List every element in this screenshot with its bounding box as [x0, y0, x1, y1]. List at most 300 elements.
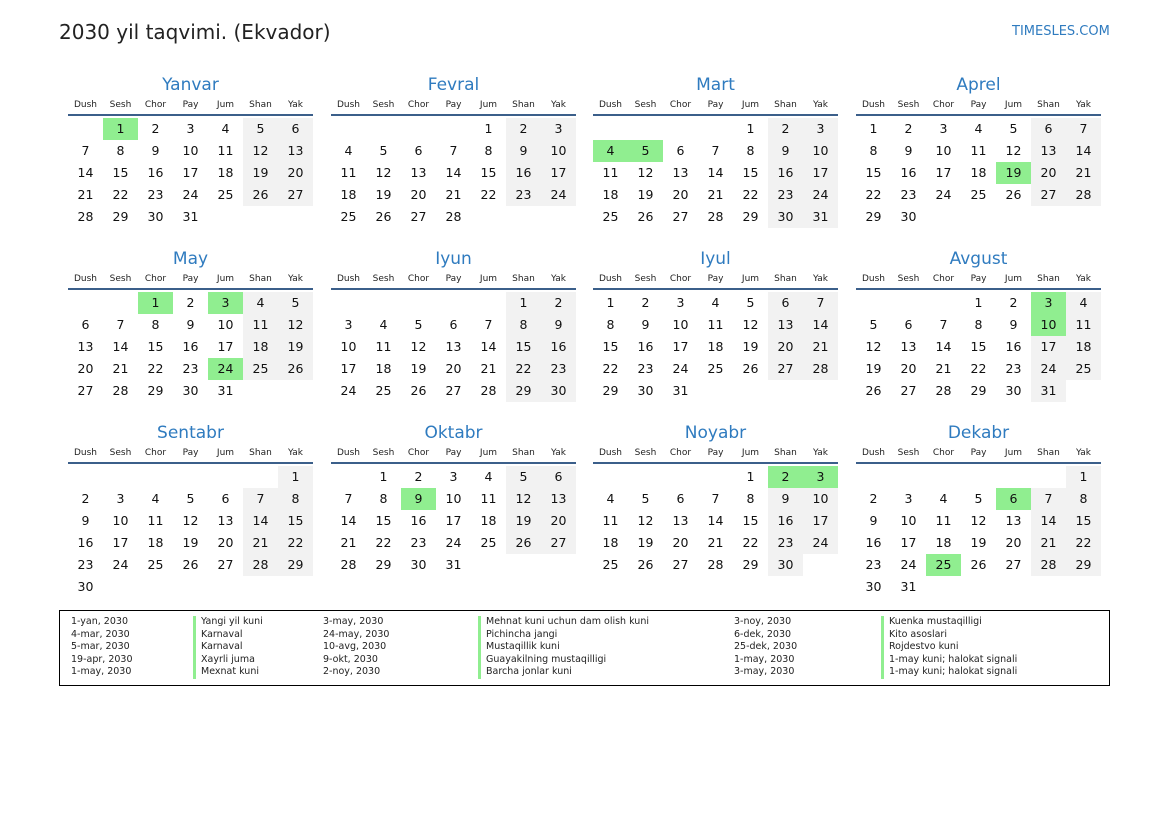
- day-cell: 14: [1066, 140, 1101, 162]
- week-row: [856, 184, 1101, 206]
- day-cell: 8: [1066, 488, 1101, 510]
- day-cell: 20: [1005, 535, 1022, 550]
- day-cell-holiday: 5: [628, 140, 663, 162]
- week-row: [593, 358, 838, 380]
- day-cell: 10: [182, 143, 199, 158]
- day-cell-holiday: 1: [103, 118, 138, 140]
- day-empty: [1066, 206, 1101, 228]
- weekday-header: [856, 445, 1101, 464]
- day-cell: 24: [935, 187, 952, 202]
- holiday-names-column: [881, 616, 1017, 679]
- day-cell: 12: [506, 488, 541, 510]
- week-row: [68, 336, 313, 358]
- day-cell: 6: [1031, 118, 1066, 140]
- day-cell: 4: [151, 491, 160, 506]
- weekday-label: Dush: [598, 448, 623, 458]
- day-cell: 16: [182, 339, 199, 354]
- day-empty: [278, 576, 313, 598]
- day-cell: 4: [344, 143, 353, 158]
- weekday-label: Jum: [479, 448, 498, 458]
- day-cell: 24: [803, 184, 838, 206]
- month-title: May: [172, 249, 209, 269]
- day-cell: 9: [1009, 317, 1018, 332]
- day-cell: 6: [221, 491, 230, 506]
- day-cell: 4: [243, 292, 278, 314]
- day-cell: 16: [768, 162, 803, 184]
- day-cell: 12: [182, 513, 199, 528]
- month-title: Iyul: [700, 249, 731, 269]
- weekday-header: [593, 445, 838, 464]
- holiday-name: Xayrli juma: [193, 654, 263, 667]
- day-empty: [698, 380, 733, 402]
- day-empty: [803, 380, 838, 402]
- weekday-label: Chor: [407, 448, 430, 458]
- day-cell: 6: [414, 143, 423, 158]
- day-cell: 17: [541, 162, 576, 184]
- week-row: [68, 184, 313, 206]
- site-link[interactable]: TIMESLES.COM: [1012, 24, 1110, 39]
- day-cell: 27: [410, 209, 427, 224]
- day-cell: 13: [410, 165, 427, 180]
- day-cell: 5: [186, 491, 195, 506]
- day-cell: 9: [768, 488, 803, 510]
- weekday-label: Shan: [249, 448, 272, 458]
- day-cell: 13: [541, 488, 576, 510]
- day-cell: 18: [1066, 336, 1101, 358]
- day-cell: 4: [606, 491, 615, 506]
- day-cell: 3: [939, 121, 948, 136]
- day-cell: 20: [77, 361, 94, 376]
- day-cell: 7: [711, 143, 720, 158]
- day-cell: 7: [243, 488, 278, 510]
- week-row: [68, 532, 313, 554]
- day-cell: 8: [484, 143, 493, 158]
- day-cell: 1: [484, 121, 493, 136]
- day-cell: 17: [445, 513, 462, 528]
- weekday-label: Chor: [669, 448, 692, 458]
- day-cell: 3: [186, 121, 195, 136]
- day-cell: 21: [77, 187, 94, 202]
- weekday-label: Chor: [669, 100, 692, 110]
- day-empty: [926, 292, 961, 314]
- day-empty: [1031, 576, 1066, 598]
- day-cell: 7: [711, 491, 720, 506]
- day-cell: 11: [602, 165, 619, 180]
- day-empty: [243, 466, 278, 488]
- day-cell: 14: [77, 165, 94, 180]
- week-row: [593, 488, 838, 510]
- day-cell: 21: [112, 361, 129, 376]
- day-cell: 25: [602, 557, 619, 572]
- day-cell: 18: [375, 361, 392, 376]
- day-cell: 1: [379, 469, 388, 484]
- day-cell: 28: [1031, 554, 1066, 576]
- weekday-header: [68, 271, 313, 290]
- month-may: [68, 247, 313, 402]
- day-cell: 13: [1005, 513, 1022, 528]
- day-cell: 10: [803, 488, 838, 510]
- day-cell: 23: [768, 532, 803, 554]
- day-cell: 17: [182, 165, 199, 180]
- day-cell: 30: [541, 380, 576, 402]
- day-cell: 22: [970, 361, 987, 376]
- holiday-date: 25-dek, 2030: [734, 641, 798, 652]
- day-cell: 21: [1031, 532, 1066, 554]
- day-cell: 15: [970, 339, 987, 354]
- day-cell: 7: [449, 143, 458, 158]
- day-cell: 6: [768, 292, 803, 314]
- week-row: [68, 206, 313, 228]
- day-cell: 24: [182, 187, 199, 202]
- weekday-label: Yak: [1076, 274, 1091, 284]
- day-cell: 8: [746, 143, 755, 158]
- day-cell: 16: [637, 339, 654, 354]
- day-cell: 6: [676, 143, 685, 158]
- day-cell: 10: [217, 317, 234, 332]
- day-cell: 15: [112, 165, 129, 180]
- day-cell: 26: [278, 358, 313, 380]
- day-cell: 13: [672, 165, 689, 180]
- day-cell: 9: [186, 317, 195, 332]
- weekday-label: Pay: [970, 448, 987, 458]
- day-cell: 5: [506, 466, 541, 488]
- week-row: [593, 118, 838, 140]
- weekday-label: Jum: [741, 448, 760, 458]
- weekday-label: Shan: [774, 448, 797, 458]
- weekday-label: Chor: [932, 100, 955, 110]
- weekday-label: Shan: [512, 448, 535, 458]
- day-cell: 2: [151, 121, 160, 136]
- day-empty: [926, 466, 961, 488]
- day-cell: 3: [116, 491, 125, 506]
- day-empty: [366, 292, 401, 314]
- day-cell: 10: [445, 491, 462, 506]
- day-cell-holiday: 4: [593, 140, 628, 162]
- day-cell: 29: [375, 557, 392, 572]
- day-cell: 26: [637, 209, 654, 224]
- day-cell: 5: [974, 491, 983, 506]
- week-row: [856, 336, 1101, 358]
- day-cell: 15: [1066, 510, 1101, 532]
- holiday-name: Guayakilning mustaqilligi: [478, 654, 649, 667]
- weekday-label: Jum: [1004, 448, 1023, 458]
- week-row: [331, 206, 576, 228]
- day-cell: 16: [147, 165, 164, 180]
- day-cell: 9: [541, 314, 576, 336]
- day-cell: 30: [77, 579, 94, 594]
- week-row: [856, 140, 1101, 162]
- day-cell: 28: [1066, 184, 1101, 206]
- day-cell: 17: [112, 535, 129, 550]
- day-cell: 28: [243, 554, 278, 576]
- day-cell: 24: [112, 557, 129, 572]
- day-cell: 30: [182, 383, 199, 398]
- day-cell: 23: [865, 557, 882, 572]
- day-cell: 5: [869, 317, 878, 332]
- day-cell: 22: [865, 187, 882, 202]
- day-cell: 18: [935, 535, 952, 550]
- day-cell: 23: [147, 187, 164, 202]
- holiday-name: Karnaval: [193, 641, 263, 654]
- day-empty: [506, 554, 541, 576]
- day-cell: 28: [803, 358, 838, 380]
- week-row: [331, 554, 576, 576]
- day-cell: 25: [375, 383, 392, 398]
- day-cell: 9: [641, 317, 650, 332]
- weekday-label: Pay: [182, 274, 199, 284]
- day-empty: [208, 576, 243, 598]
- day-empty: [278, 380, 313, 402]
- day-cell: 21: [340, 535, 357, 550]
- weekday-label: Sesh: [372, 448, 395, 458]
- holiday-date: 1-may, 2030: [71, 666, 132, 677]
- day-cell: 7: [116, 317, 125, 332]
- weekday-label: Yak: [288, 100, 303, 110]
- day-empty: [436, 118, 471, 140]
- month-title: Sentabr: [157, 423, 224, 443]
- day-cell: 26: [637, 557, 654, 572]
- day-empty: [208, 206, 243, 228]
- holiday-date: 1-may, 2030: [734, 653, 795, 665]
- week-row: [593, 532, 838, 554]
- week-row: [856, 488, 1101, 510]
- holiday-name: 1-may kuni; halokat signali: [881, 654, 1017, 667]
- day-empty: [541, 554, 576, 576]
- weekday-header: [593, 97, 838, 116]
- day-empty: [1066, 576, 1101, 598]
- weekday-label: Dush: [73, 100, 98, 110]
- week-row: [856, 206, 1101, 228]
- weekday-label: Jum: [479, 100, 498, 110]
- day-cell: 22: [602, 361, 619, 376]
- day-cell: 14: [340, 513, 357, 528]
- weekday-header: [331, 97, 576, 116]
- weekday-label: Yak: [288, 274, 303, 284]
- day-cell: 31: [900, 579, 917, 594]
- day-empty: [926, 576, 961, 598]
- month-fevral: [331, 73, 576, 228]
- weekday-label: Sesh: [897, 100, 920, 110]
- day-cell: 28: [480, 383, 497, 398]
- month-title: Aprel: [956, 75, 1001, 95]
- day-cell: 5: [1009, 121, 1018, 136]
- weekday-label: Sesh: [372, 100, 395, 110]
- day-cell: 27: [768, 358, 803, 380]
- holiday-name: Kuenka mustaqilligi: [881, 616, 1017, 629]
- weekday-label: Pay: [445, 100, 462, 110]
- month-title: Avgust: [949, 249, 1008, 269]
- day-cell: 10: [112, 513, 129, 528]
- weekday-label: Pay: [970, 100, 987, 110]
- weekday-label: Shan: [1037, 448, 1060, 458]
- day-empty: [366, 118, 401, 140]
- day-cell: 4: [484, 469, 493, 484]
- day-empty: [471, 292, 506, 314]
- day-cell: 9: [506, 140, 541, 162]
- week-row: [593, 314, 838, 336]
- month-title: Yanvar: [162, 75, 219, 95]
- day-cell: 5: [414, 317, 423, 332]
- day-cell: 30: [768, 554, 803, 576]
- day-cell: 27: [77, 383, 94, 398]
- day-cell: 28: [707, 557, 724, 572]
- day-empty: [138, 466, 173, 488]
- day-cell: 23: [77, 557, 94, 572]
- day-cell: 29: [112, 209, 129, 224]
- day-empty: [698, 118, 733, 140]
- day-cell: 31: [182, 209, 199, 224]
- day-cell: 22: [742, 535, 759, 550]
- week-row: [331, 118, 576, 140]
- day-cell: 22: [506, 358, 541, 380]
- weekday-label: Sesh: [634, 100, 657, 110]
- day-cell: 30: [410, 557, 427, 572]
- weekday-label: Shan: [512, 274, 535, 284]
- day-cell: 22: [112, 187, 129, 202]
- day-cell: 1: [278, 466, 313, 488]
- day-cell: 27: [541, 532, 576, 554]
- day-cell: 12: [742, 317, 759, 332]
- weekday-label: Chor: [144, 100, 167, 110]
- day-empty: [768, 380, 803, 402]
- weekday-label: Dush: [73, 448, 98, 458]
- week-row: [856, 554, 1101, 576]
- weekday-header: [331, 271, 576, 290]
- day-cell: 19: [506, 510, 541, 532]
- day-cell: 8: [278, 488, 313, 510]
- day-cell: 12: [637, 165, 654, 180]
- day-cell: 1: [869, 121, 878, 136]
- week-row: [856, 314, 1101, 336]
- day-cell: 12: [865, 339, 882, 354]
- day-cell-holiday: 10: [1031, 314, 1066, 336]
- day-cell: 23: [900, 187, 917, 202]
- day-cell: 13: [445, 339, 462, 354]
- day-cell: 11: [217, 143, 234, 158]
- day-cell: 16: [410, 513, 427, 528]
- day-empty: [173, 576, 208, 598]
- day-cell: 14: [243, 510, 278, 532]
- day-empty: [891, 466, 926, 488]
- weekday-header: [331, 445, 576, 464]
- day-cell: 28: [77, 209, 94, 224]
- day-cell-holiday: 25: [926, 554, 961, 576]
- day-cell: 26: [970, 557, 987, 572]
- day-empty: [593, 466, 628, 488]
- day-cell: 21: [935, 361, 952, 376]
- day-empty: [243, 380, 278, 402]
- day-cell: 29: [742, 209, 759, 224]
- day-empty: [208, 466, 243, 488]
- day-cell: 4: [974, 121, 983, 136]
- day-cell-holiday: 1: [138, 292, 173, 314]
- day-cell: 28: [707, 209, 724, 224]
- day-empty: [138, 576, 173, 598]
- day-cell: 13: [672, 513, 689, 528]
- day-cell: 17: [935, 165, 952, 180]
- day-cell: 6: [904, 317, 913, 332]
- day-cell: 27: [278, 184, 313, 206]
- day-cell: 8: [746, 491, 755, 506]
- day-cell: 21: [803, 336, 838, 358]
- weekday-label: Sesh: [109, 448, 132, 458]
- day-cell: 22: [375, 535, 392, 550]
- day-cell: 26: [375, 209, 392, 224]
- day-cell: 25: [243, 358, 278, 380]
- day-empty: [331, 466, 366, 488]
- day-cell: 13: [77, 339, 94, 354]
- day-cell: 30: [637, 383, 654, 398]
- day-empty: [733, 380, 768, 402]
- day-cell: 18: [147, 535, 164, 550]
- week-row: [68, 576, 313, 598]
- week-row: [856, 576, 1101, 598]
- day-cell: 29: [742, 557, 759, 572]
- weekday-label: Yak: [1076, 100, 1091, 110]
- week-row: [593, 292, 838, 314]
- day-cell: 31: [803, 206, 838, 228]
- weekday-label: Chor: [407, 100, 430, 110]
- weekday-label: Pay: [970, 274, 987, 284]
- day-cell: 17: [1031, 336, 1066, 358]
- day-empty: [996, 206, 1031, 228]
- day-cell: 12: [278, 314, 313, 336]
- day-empty: [698, 466, 733, 488]
- month-title: Dekabr: [947, 423, 1010, 443]
- day-empty: [856, 466, 891, 488]
- page-title: 2030 yil taqvimi. (Ekvador): [59, 20, 331, 44]
- weekday-label: Shan: [1037, 100, 1060, 110]
- day-cell: 9: [768, 140, 803, 162]
- weekday-label: Shan: [774, 100, 797, 110]
- weekday-label: Shan: [512, 100, 535, 110]
- weekday-label: Shan: [249, 100, 272, 110]
- holiday-name: Mexnat kuni: [193, 666, 263, 679]
- week-row: [331, 140, 576, 162]
- day-cell: 5: [243, 118, 278, 140]
- holiday-name: Pichincha jangi: [478, 629, 649, 642]
- day-empty: [961, 206, 996, 228]
- day-cell: 9: [869, 513, 878, 528]
- day-cell: 11: [375, 339, 392, 354]
- day-cell: 22: [147, 361, 164, 376]
- day-cell: 11: [935, 513, 952, 528]
- day-cell: 4: [1066, 292, 1101, 314]
- day-cell-holiday: 9: [401, 488, 436, 510]
- day-cell: 18: [707, 339, 724, 354]
- weekday-label: Jum: [479, 274, 498, 284]
- month-dekabr: [856, 421, 1101, 598]
- day-cell: 19: [375, 187, 392, 202]
- day-cell: 4: [711, 295, 720, 310]
- day-cell: 19: [742, 339, 759, 354]
- week-row: [331, 380, 576, 402]
- weekday-label: Chor: [144, 448, 167, 458]
- day-cell: 8: [974, 317, 983, 332]
- day-cell: 29: [865, 209, 882, 224]
- day-cell: 2: [641, 295, 650, 310]
- day-cell: 14: [445, 165, 462, 180]
- day-cell: 24: [445, 535, 462, 550]
- day-cell: 7: [939, 317, 948, 332]
- day-cell: 26: [410, 383, 427, 398]
- day-empty: [961, 576, 996, 598]
- day-cell: 15: [742, 513, 759, 528]
- weekday-label: Yak: [551, 100, 566, 110]
- day-cell: 12: [637, 513, 654, 528]
- week-row: [331, 336, 576, 358]
- day-cell: 12: [410, 339, 427, 354]
